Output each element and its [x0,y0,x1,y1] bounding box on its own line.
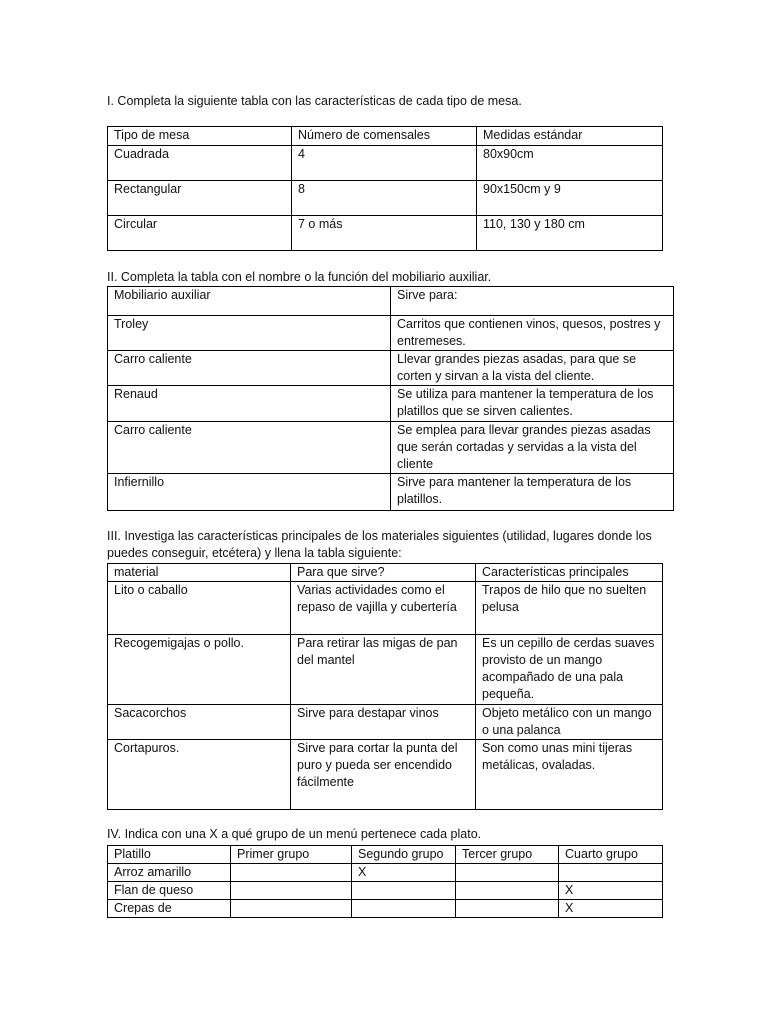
table-row [108,351,674,386]
table-cell: Trapos de hilo que no suelten pelusa [476,582,663,635]
table-cell: Carro caliente [108,351,391,386]
table-header-cell: Tipo de mesa [108,127,292,146]
table-header-row [108,846,663,864]
table-header-cell: Tercer grupo [456,846,559,864]
table-row [108,740,663,810]
table-cell: Sirve para cortar la punta del puro y pueda ser encendido fácilmente [291,740,476,810]
table-cell: Cuadrada [108,146,292,181]
table-header-row [108,564,663,582]
table-cell: Carro caliente [108,422,391,474]
table-cell [231,900,352,918]
section1-table [107,126,663,251]
table-cell: 90x150cm y 9 [477,181,663,216]
table-cell: Renaud [108,386,391,422]
table-cell: 7 o más [292,216,477,251]
table-row [108,422,674,474]
table-header-cell: Platillo [108,846,231,864]
section4-heading: IV. Indica con una X a qué grupo de un menú pertenece cada plato. [107,827,482,841]
table-cell: Se emplea para llevar grandes piezas asadas que serán cortadas y servidas a la vista del cliente [391,422,674,474]
table-header-cell: Sirve para: [391,287,674,316]
table-cell: Sacacorchos [108,705,291,740]
table-cell: Sirve para destapar vinos [291,705,476,740]
table-cell: Arroz amarillo [108,864,231,882]
table-cell: 8 [292,181,477,216]
section4-table [107,845,663,918]
table-header-cell: Mobiliario auxiliar [108,287,391,316]
table-row [108,864,663,882]
table-cell: Son como unas mini tijeras metálicas, ovaladas. [476,740,663,810]
table-cell: Recogemigajas o pollo. [108,635,291,705]
table-cell [456,900,559,918]
table-cell: Se utiliza para mantener la temperatura de los platillos que se sirven calientes. [391,386,674,422]
table-header-cell: Segundo grupo [352,846,456,864]
table-header-cell: material [108,564,291,582]
table-cell: X [559,900,663,918]
table-cell [456,882,559,900]
section2-table [107,286,674,511]
table-row [108,216,663,251]
table-cell [456,864,559,882]
section3-heading: III. Investiga las características principales de los materiales siguientes (utilidad, lugares donde los puedes conseguir, etcétera) y llena la tabla siguiente: [107,529,652,560]
table-cell: Llevar grandes piezas asadas, para que se corten y sirvan a la vista del cliente. [391,351,674,386]
table-row [108,386,674,422]
table-cell: Crepas de [108,900,231,918]
table-cell: Rectangular [108,181,292,216]
table-cell: X [352,864,456,882]
table-row [108,181,663,216]
table-cell [352,882,456,900]
table-cell: 4 [292,146,477,181]
table-row [108,474,674,511]
section2-heading: II. Completa la tabla con el nombre o la función del mobiliario auxiliar. [107,270,492,284]
table-cell: Varias actividades como el repaso de vajilla y cubertería [291,582,476,635]
table-header-cell: Para que sirve? [291,564,476,582]
section1-heading: I. Completa la siguiente tabla con las características de cada tipo de mesa. [107,94,522,108]
table-header-cell: Medidas estándar [477,127,663,146]
table-cell: Carritos que contienen vinos, quesos, postres y entremeses. [391,316,674,351]
table-row [108,900,663,918]
table-cell: Sirve para mantener la temperatura de los platillos. [391,474,674,511]
table-cell [231,882,352,900]
table-cell: Flan de queso [108,882,231,900]
table-row [108,316,674,351]
table-cell [559,864,663,882]
table-header-cell: Primer grupo [231,846,352,864]
table-cell [352,900,456,918]
table-row [108,146,663,181]
table-header-row [108,287,674,316]
table-cell: X [559,882,663,900]
section3-table [107,563,663,810]
table-header-cell: Cuarto grupo [559,846,663,864]
table-cell: 80x90cm [477,146,663,181]
table-cell: Cortapuros. [108,740,291,810]
table-cell: 110, 130 y 180 cm [477,216,663,251]
table-row [108,705,663,740]
table-cell: Circular [108,216,292,251]
table-cell: Infiernillo [108,474,391,511]
table-cell: Es un cepillo de cerdas suaves provisto de un mango acompañado de una pala pequeña. [476,635,663,705]
table-cell: Troley [108,316,391,351]
table-header-cell: Número de comensales [292,127,477,146]
table-cell: Objeto metálico con un mango o una palanca [476,705,663,740]
table-cell: Para retirar las migas de pan del mantel [291,635,476,705]
table-header-row [108,127,663,146]
table-cell [231,864,352,882]
table-row [108,582,663,635]
table-row [108,635,663,705]
table-header-cell: Características principales [476,564,663,582]
table-cell: Lito o caballo [108,582,291,635]
table-row [108,882,663,900]
